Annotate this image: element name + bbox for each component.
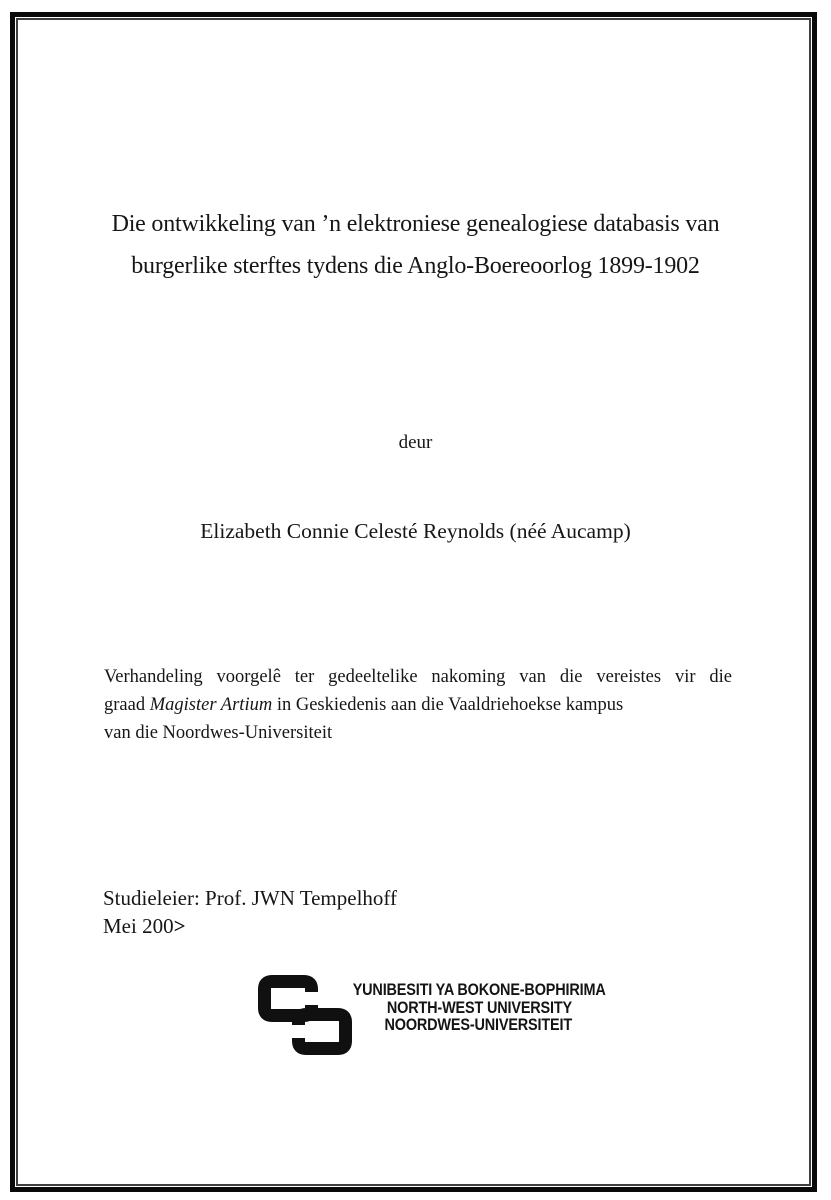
submission-line1: Verhandeling voorgelê ter gedeeltelike nakoming van die vereistes vir die <box>104 667 732 687</box>
submission-statement <box>104 663 732 747</box>
nwu-logo <box>258 971 606 1063</box>
supervisor-block <box>103 884 397 940</box>
nwu-wordmark-line3: NOORDWES-UNIVERSITEIT <box>384 1015 572 1034</box>
submission-line2 <box>104 691 732 719</box>
nwu-chainlink-logo-icon <box>258 975 352 1055</box>
nwu-wordmark-line2: NORTH-WEST UNIVERSITY <box>386 997 572 1017</box>
date-seven-glyph: > <box>173 914 185 938</box>
author-name: Elizabeth Connie Celesté Reynolds (néé Aucamp) <box>200 519 631 543</box>
submission-line2-suffix: in Geskiedenis aan die Vaaldriehoekse kampus <box>272 695 624 715</box>
nwu-wordmark-line1: YUNIBESITI YA BOKONE-BOPHIRIMA <box>352 980 606 999</box>
supervisor-line: Studieleier: Prof. JWN Tempelhoff <box>103 886 398 910</box>
byline-deur: deur <box>398 432 433 453</box>
date-prefix: Mei 200 <box>103 914 174 938</box>
date-line <box>103 912 397 940</box>
thesis-title-line1: Die ontwikkeling van ’n elektroniese genealogiese databasis van <box>111 211 720 237</box>
submission-line2-prefix: graad <box>104 695 150 715</box>
degree-name-italic: Magister Artium <box>149 695 273 715</box>
nwu-wordmark <box>352 980 606 1034</box>
submission-line3: van die Noordwes-Universiteit <box>104 723 333 743</box>
thesis-title-line2: burgerlike sterftes tydens die Anglo-Boereoorlog 1899-1902 <box>131 253 700 279</box>
thesis-title <box>0 203 831 287</box>
